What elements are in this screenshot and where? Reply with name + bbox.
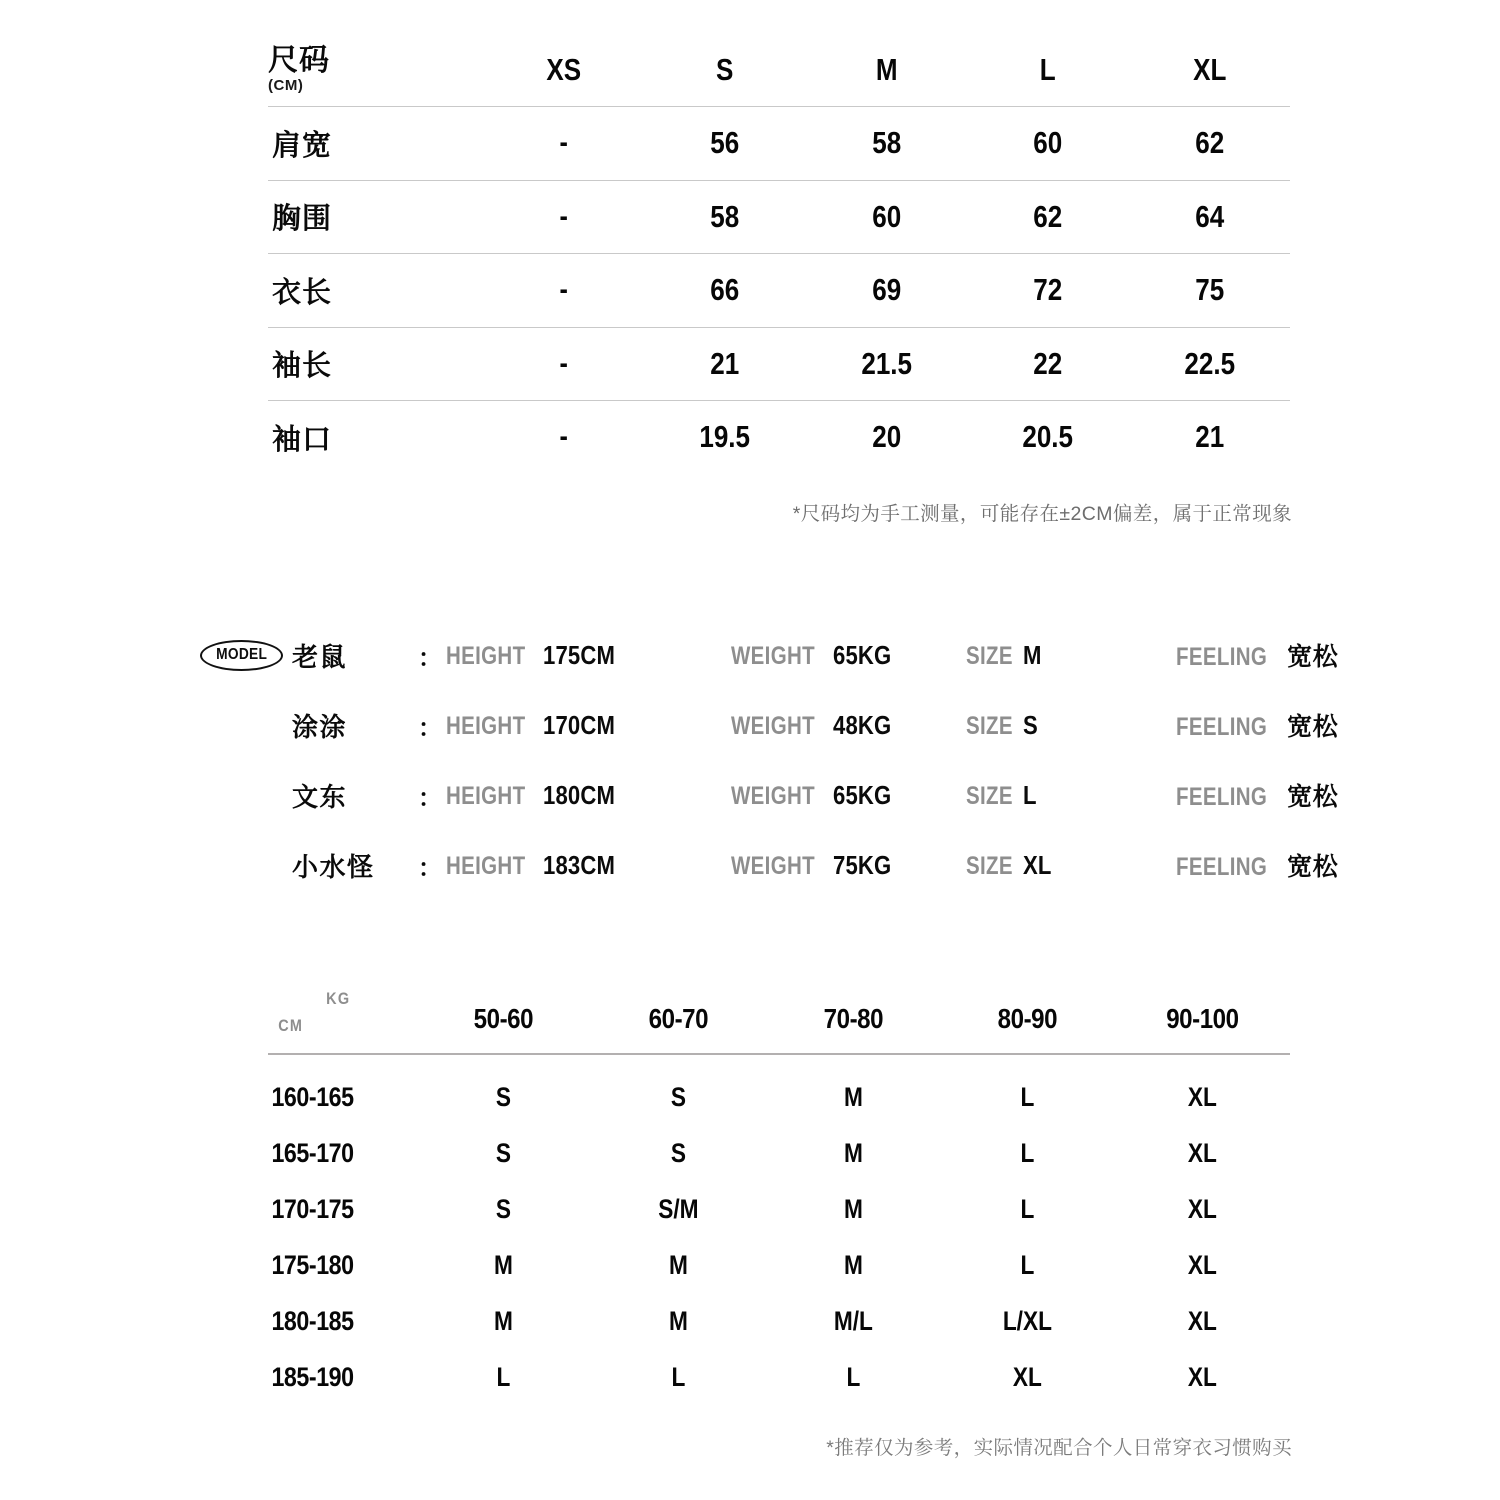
spec-cell: 21.5 bbox=[819, 327, 955, 401]
table-row bbox=[268, 327, 1290, 401]
model-feeling-field bbox=[1176, 847, 1406, 883]
table-row bbox=[268, 107, 1290, 181]
spec-cell: 56 bbox=[657, 107, 793, 181]
recommend-cell: M bbox=[493, 1305, 513, 1336]
spec-cell: - bbox=[496, 327, 632, 401]
spec-cell: 58 bbox=[657, 180, 793, 254]
model-name: 涂涂 bbox=[292, 711, 348, 742]
spec-size-header-l: L bbox=[1039, 52, 1056, 87]
recommend-cell: L bbox=[846, 1361, 860, 1392]
recommend-cell: L bbox=[671, 1361, 686, 1392]
size-value: S bbox=[1023, 709, 1039, 740]
spec-row-label: 袖长 bbox=[268, 327, 483, 401]
recommend-cell: M bbox=[668, 1305, 688, 1336]
recommend-cell: M bbox=[668, 1249, 688, 1280]
height-range-label: 170-175 bbox=[271, 1193, 354, 1224]
spec-cell: 62 bbox=[1141, 107, 1277, 181]
recommend-cell: M bbox=[843, 1249, 863, 1280]
spec-cell: 66 bbox=[657, 254, 793, 328]
table-row bbox=[268, 1125, 1290, 1181]
spec-cell: - bbox=[496, 401, 632, 474]
weight-value: 65KG bbox=[833, 779, 892, 810]
height-range-label: 160-165 bbox=[271, 1081, 354, 1112]
recommend-cell: XL bbox=[1188, 1249, 1218, 1280]
height-range-label: 165-170 bbox=[271, 1137, 354, 1168]
weight-label: WEIGHT bbox=[731, 641, 815, 670]
weight-range-header-2: 60-70 bbox=[603, 985, 753, 1054]
size-recommendation-table bbox=[268, 985, 1290, 1405]
size-label: SIZE bbox=[966, 781, 1013, 810]
size-label: SIZE bbox=[966, 641, 1013, 670]
spec-header-corner bbox=[268, 34, 483, 107]
model-weight-field bbox=[731, 710, 966, 741]
spec-cell: 21 bbox=[657, 327, 793, 401]
spec-size-header-xl: XL bbox=[1192, 52, 1226, 87]
spec-cell: 19.5 bbox=[657, 401, 793, 474]
spec-size-header-s: S bbox=[716, 52, 734, 87]
recommend-cell: L/XL bbox=[1003, 1305, 1053, 1336]
spec-size-header-xs: XS bbox=[546, 52, 582, 87]
size-value: XL bbox=[1023, 849, 1052, 880]
spec-cell: 20 bbox=[819, 401, 955, 474]
height-label: HEIGHT bbox=[446, 851, 526, 880]
spec-cell: 75 bbox=[1141, 254, 1277, 328]
spec-cell: 69 bbox=[819, 254, 955, 328]
model-height-field bbox=[446, 850, 731, 881]
feeling-label: FEELING bbox=[1176, 853, 1268, 881]
table-row bbox=[268, 180, 1290, 254]
model-row bbox=[200, 690, 1339, 760]
weight-range-header-5: 90-100 bbox=[1127, 985, 1277, 1054]
recommend-cell: M bbox=[843, 1193, 863, 1224]
height-value: 180CM bbox=[542, 779, 615, 810]
model-reference-section bbox=[200, 620, 1339, 900]
height-value: 175CM bbox=[542, 639, 615, 670]
spec-row-label: 衣长 bbox=[268, 254, 483, 328]
spec-header-title: 尺码 bbox=[268, 43, 330, 77]
model-colon: ： bbox=[418, 784, 442, 812]
table-row bbox=[268, 254, 1290, 328]
model-weight-field bbox=[731, 850, 966, 881]
model-height-field bbox=[446, 780, 731, 811]
feeling-value: 宽松 bbox=[1287, 643, 1339, 671]
spec-cell: 22 bbox=[980, 327, 1116, 401]
table-row bbox=[268, 1181, 1290, 1237]
model-badge-ellipse bbox=[200, 640, 283, 671]
weight-range-header-4: 80-90 bbox=[953, 985, 1103, 1054]
model-row bbox=[200, 760, 1339, 830]
height-value: 170CM bbox=[542, 709, 615, 740]
recommend-cell: S/M bbox=[658, 1193, 699, 1224]
size-label: SIZE bbox=[966, 851, 1013, 880]
model-feeling-field bbox=[1176, 777, 1406, 813]
table-row bbox=[268, 1293, 1290, 1349]
recommend-cell: M/L bbox=[833, 1305, 873, 1336]
recommend-cell: M bbox=[843, 1081, 863, 1112]
recommend-cell: M bbox=[493, 1249, 513, 1280]
weight-label: WEIGHT bbox=[731, 711, 815, 740]
spec-cell: 72 bbox=[980, 254, 1116, 328]
model-badge-label: MODEL bbox=[216, 646, 267, 663]
recommend-cell: S bbox=[670, 1137, 686, 1168]
model-row bbox=[200, 620, 1339, 690]
recommend-cell: S bbox=[670, 1081, 686, 1112]
model-name: 小水怪 bbox=[292, 851, 375, 882]
table-row bbox=[268, 1237, 1290, 1293]
recommend-cell: L bbox=[1020, 1137, 1035, 1168]
recommend-cell: S bbox=[495, 1081, 511, 1112]
spec-row-label: 胸围 bbox=[268, 180, 483, 254]
recommend-cell: S bbox=[495, 1137, 511, 1168]
feeling-label: FEELING bbox=[1176, 783, 1268, 811]
table-row bbox=[268, 401, 1290, 474]
spec-cell: 22.5 bbox=[1141, 327, 1277, 401]
size-value: M bbox=[1023, 639, 1042, 670]
recommend-cell: S bbox=[495, 1193, 511, 1224]
model-colon: ： bbox=[418, 644, 442, 672]
weight-value: 48KG bbox=[833, 709, 892, 740]
spec-cell: 21 bbox=[1141, 401, 1277, 474]
spec-cell: 62 bbox=[980, 180, 1116, 254]
weight-value: 75KG bbox=[833, 849, 892, 880]
recommend-cell: XL bbox=[1188, 1081, 1218, 1112]
recommend-cell: XL bbox=[1013, 1361, 1043, 1392]
size-label: SIZE bbox=[966, 711, 1013, 740]
table-row bbox=[268, 1349, 1290, 1405]
spec-cell: 60 bbox=[980, 107, 1116, 181]
height-range-label: 180-185 bbox=[271, 1305, 354, 1336]
recommend-cell: XL bbox=[1188, 1361, 1218, 1392]
model-feeling-field bbox=[1176, 637, 1406, 673]
weight-label: WEIGHT bbox=[731, 781, 815, 810]
spec-cell: 60 bbox=[819, 180, 955, 254]
spec-cell: - bbox=[496, 107, 632, 181]
recommend-cell: M bbox=[843, 1137, 863, 1168]
spec-row-label: 肩宽 bbox=[268, 107, 483, 181]
height-label: HEIGHT bbox=[446, 641, 526, 670]
model-row bbox=[200, 830, 1339, 900]
height-range-label: 175-180 bbox=[271, 1249, 354, 1280]
model-feeling-field bbox=[1176, 707, 1406, 743]
measurement-disclaimer-note: *尺码均为手工测量，可能存在±2CM偏差，属于正常现象 bbox=[792, 503, 1292, 525]
model-size-field bbox=[966, 780, 1176, 811]
garment-measurement-table bbox=[268, 34, 1290, 474]
feeling-label: FEELING bbox=[1176, 643, 1268, 671]
weight-label: WEIGHT bbox=[731, 851, 815, 880]
table-row bbox=[268, 1054, 1290, 1125]
model-name: 文东 bbox=[292, 781, 348, 812]
spec-size-header-m: M bbox=[875, 52, 898, 87]
model-weight-field bbox=[731, 780, 966, 811]
size-value: L bbox=[1023, 779, 1037, 810]
feeling-value: 宽松 bbox=[1287, 783, 1339, 811]
height-value: 183CM bbox=[542, 849, 615, 880]
recommend-cell: L bbox=[1020, 1081, 1035, 1112]
recommendation-disclaimer-note: *推荐仅为参考，实际情况配合个人日常穿衣习惯购买 bbox=[826, 1437, 1292, 1459]
height-label: HEIGHT bbox=[446, 781, 526, 810]
height-label: HEIGHT bbox=[446, 711, 526, 740]
recommend-cell: XL bbox=[1188, 1137, 1218, 1168]
recommend-header-row bbox=[268, 985, 1290, 1054]
spec-cell: - bbox=[496, 254, 632, 328]
recommend-cell: XL bbox=[1188, 1193, 1218, 1224]
model-height-field bbox=[446, 640, 731, 671]
weight-value: 65KG bbox=[833, 639, 892, 670]
model-colon: ： bbox=[418, 854, 442, 882]
spec-header-unit: (CM) bbox=[268, 77, 304, 95]
feeling-label: FEELING bbox=[1176, 713, 1268, 741]
model-size-field bbox=[966, 710, 1176, 741]
spec-cell: - bbox=[496, 180, 632, 254]
recommend-cell: L bbox=[496, 1361, 511, 1392]
spec-row-label: 袖口 bbox=[268, 401, 483, 474]
feeling-value: 宽松 bbox=[1287, 853, 1339, 881]
feeling-value: 宽松 bbox=[1287, 713, 1339, 741]
model-badge-slot bbox=[200, 640, 292, 671]
spec-header-row bbox=[268, 34, 1290, 107]
model-weight-field bbox=[731, 640, 966, 671]
spec-cell: 20.5 bbox=[980, 401, 1116, 474]
model-height-field bbox=[446, 710, 731, 741]
model-size-field bbox=[966, 640, 1176, 671]
model-name: 老鼠 bbox=[292, 641, 348, 672]
recommend-cell: XL bbox=[1188, 1305, 1218, 1336]
weight-range-header-3: 70-80 bbox=[778, 985, 928, 1054]
height-range-label: 185-190 bbox=[271, 1361, 354, 1392]
model-size-field bbox=[966, 850, 1176, 881]
recommend-header-corner bbox=[268, 985, 416, 1054]
corner-kg-label: KG bbox=[326, 989, 351, 1008]
model-colon: ： bbox=[418, 714, 442, 742]
weight-range-header-1: 50-60 bbox=[428, 985, 578, 1054]
spec-cell: 58 bbox=[819, 107, 955, 181]
recommend-cell: L bbox=[1020, 1193, 1035, 1224]
recommend-cell: L bbox=[1020, 1249, 1035, 1280]
corner-cm-label: CM bbox=[278, 1016, 304, 1035]
spec-cell: 64 bbox=[1141, 180, 1277, 254]
